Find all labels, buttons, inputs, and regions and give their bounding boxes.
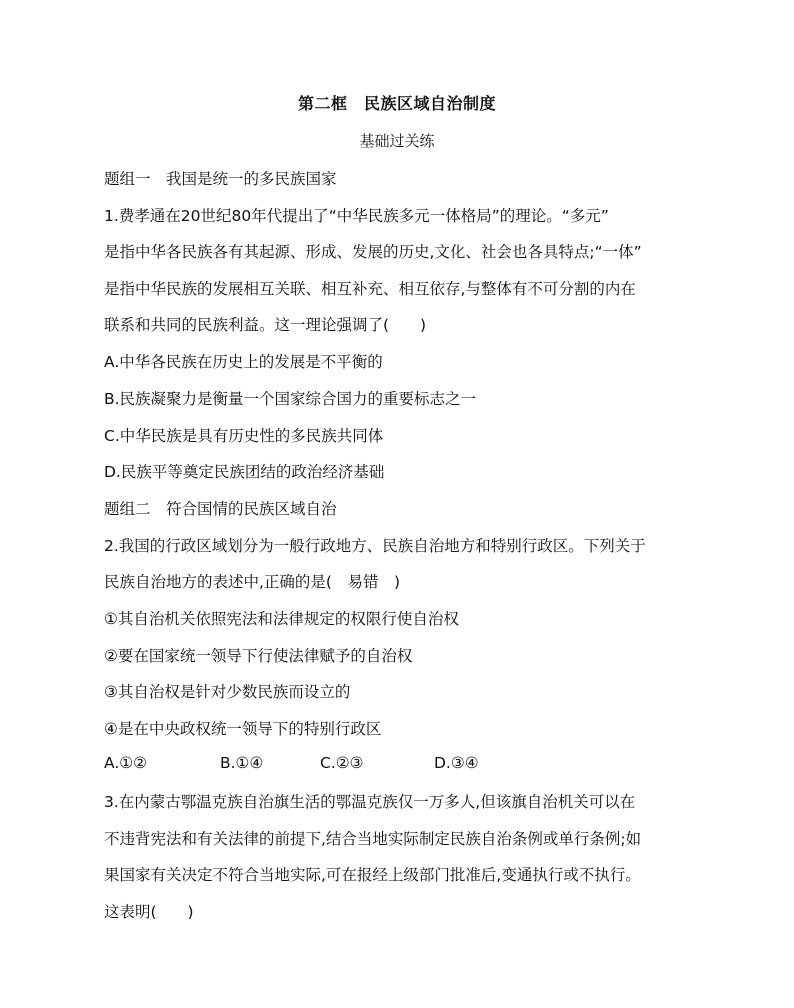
q1-option-a: A.中华各民族在历史上的发展是不平衡的 bbox=[104, 353, 383, 371]
q2-option-b: B.①④ bbox=[220, 754, 264, 772]
q1-stem-line: 联系和共同的民族利益。这一理论强调了( ) bbox=[104, 316, 427, 334]
q1-option-b: B.民族凝聚力是衡量一个国家综合国力的重要标志之一 bbox=[104, 390, 477, 408]
q2-statement-4: ④是在中央政权统一领导下的特别行政区 bbox=[104, 720, 382, 738]
q2-stem-line: 民族自治地方的表述中,正确的是( 易错 ) bbox=[104, 573, 401, 591]
q1-stem-line: 是指中华各民族各有其起源、形成、发展的历史,文化、社会也各具特点;“一体” bbox=[104, 243, 642, 261]
group-heading-2: 题组二 符合国情的民族区域自治 bbox=[104, 500, 337, 518]
page-title: 第二框 民族区域自治制度 bbox=[297, 94, 496, 113]
q3-stem-line: 3.在内蒙古鄂温克族自治旗生活的鄂温克族仅一万多人,但该旗自治机关可以在 bbox=[104, 793, 636, 811]
group-heading-1: 题组一 我国是统一的多民族国家 bbox=[104, 170, 337, 188]
q2-option-d: D.③④ bbox=[434, 754, 479, 772]
section-subtitle: 基础过关练 bbox=[359, 132, 435, 150]
q2-option-a: A.①② bbox=[104, 754, 148, 772]
q3-stem-line: 不违背宪法和有关法律的前提下,结合当地实际制定民族自治条例或单行条例;如 bbox=[104, 830, 642, 848]
q2-option-c: C.②③ bbox=[320, 754, 364, 772]
q2-statement-2: ②要在国家统一领导下行使法律赋予的自治权 bbox=[104, 647, 413, 665]
q2-statement-3: ③其自治权是针对少数民族而设立的 bbox=[104, 683, 351, 701]
q1-option-c: C.中华民族是具有历史性的多民族共同体 bbox=[104, 427, 384, 445]
q1-stem-line: 1.费孝通在20世纪80年代提出了“中华民族多元一体格局”的理论。“多元” bbox=[104, 207, 609, 225]
q2-statement-1: ①其自治机关依照宪法和法律规定的权限行使自治权 bbox=[104, 610, 459, 628]
q3-stem-line: 果国家有关决定不符合当地实际,可在报经上级部门批准后,变通执行或不执行。 bbox=[104, 866, 641, 884]
q2-stem-line: 2.我国的行政区域划分为一般行政地方、民族自治地方和特别行政区。下列关于 bbox=[104, 537, 646, 555]
q1-option-d: D.民族平等奠定民族团结的政治经济基础 bbox=[104, 463, 385, 481]
q1-stem-line: 是指中华民族的发展相互关联、相互补充、相互依存,与整体有不可分割的内在 bbox=[104, 280, 636, 298]
q3-stem-line: 这表明( ) bbox=[104, 903, 194, 921]
